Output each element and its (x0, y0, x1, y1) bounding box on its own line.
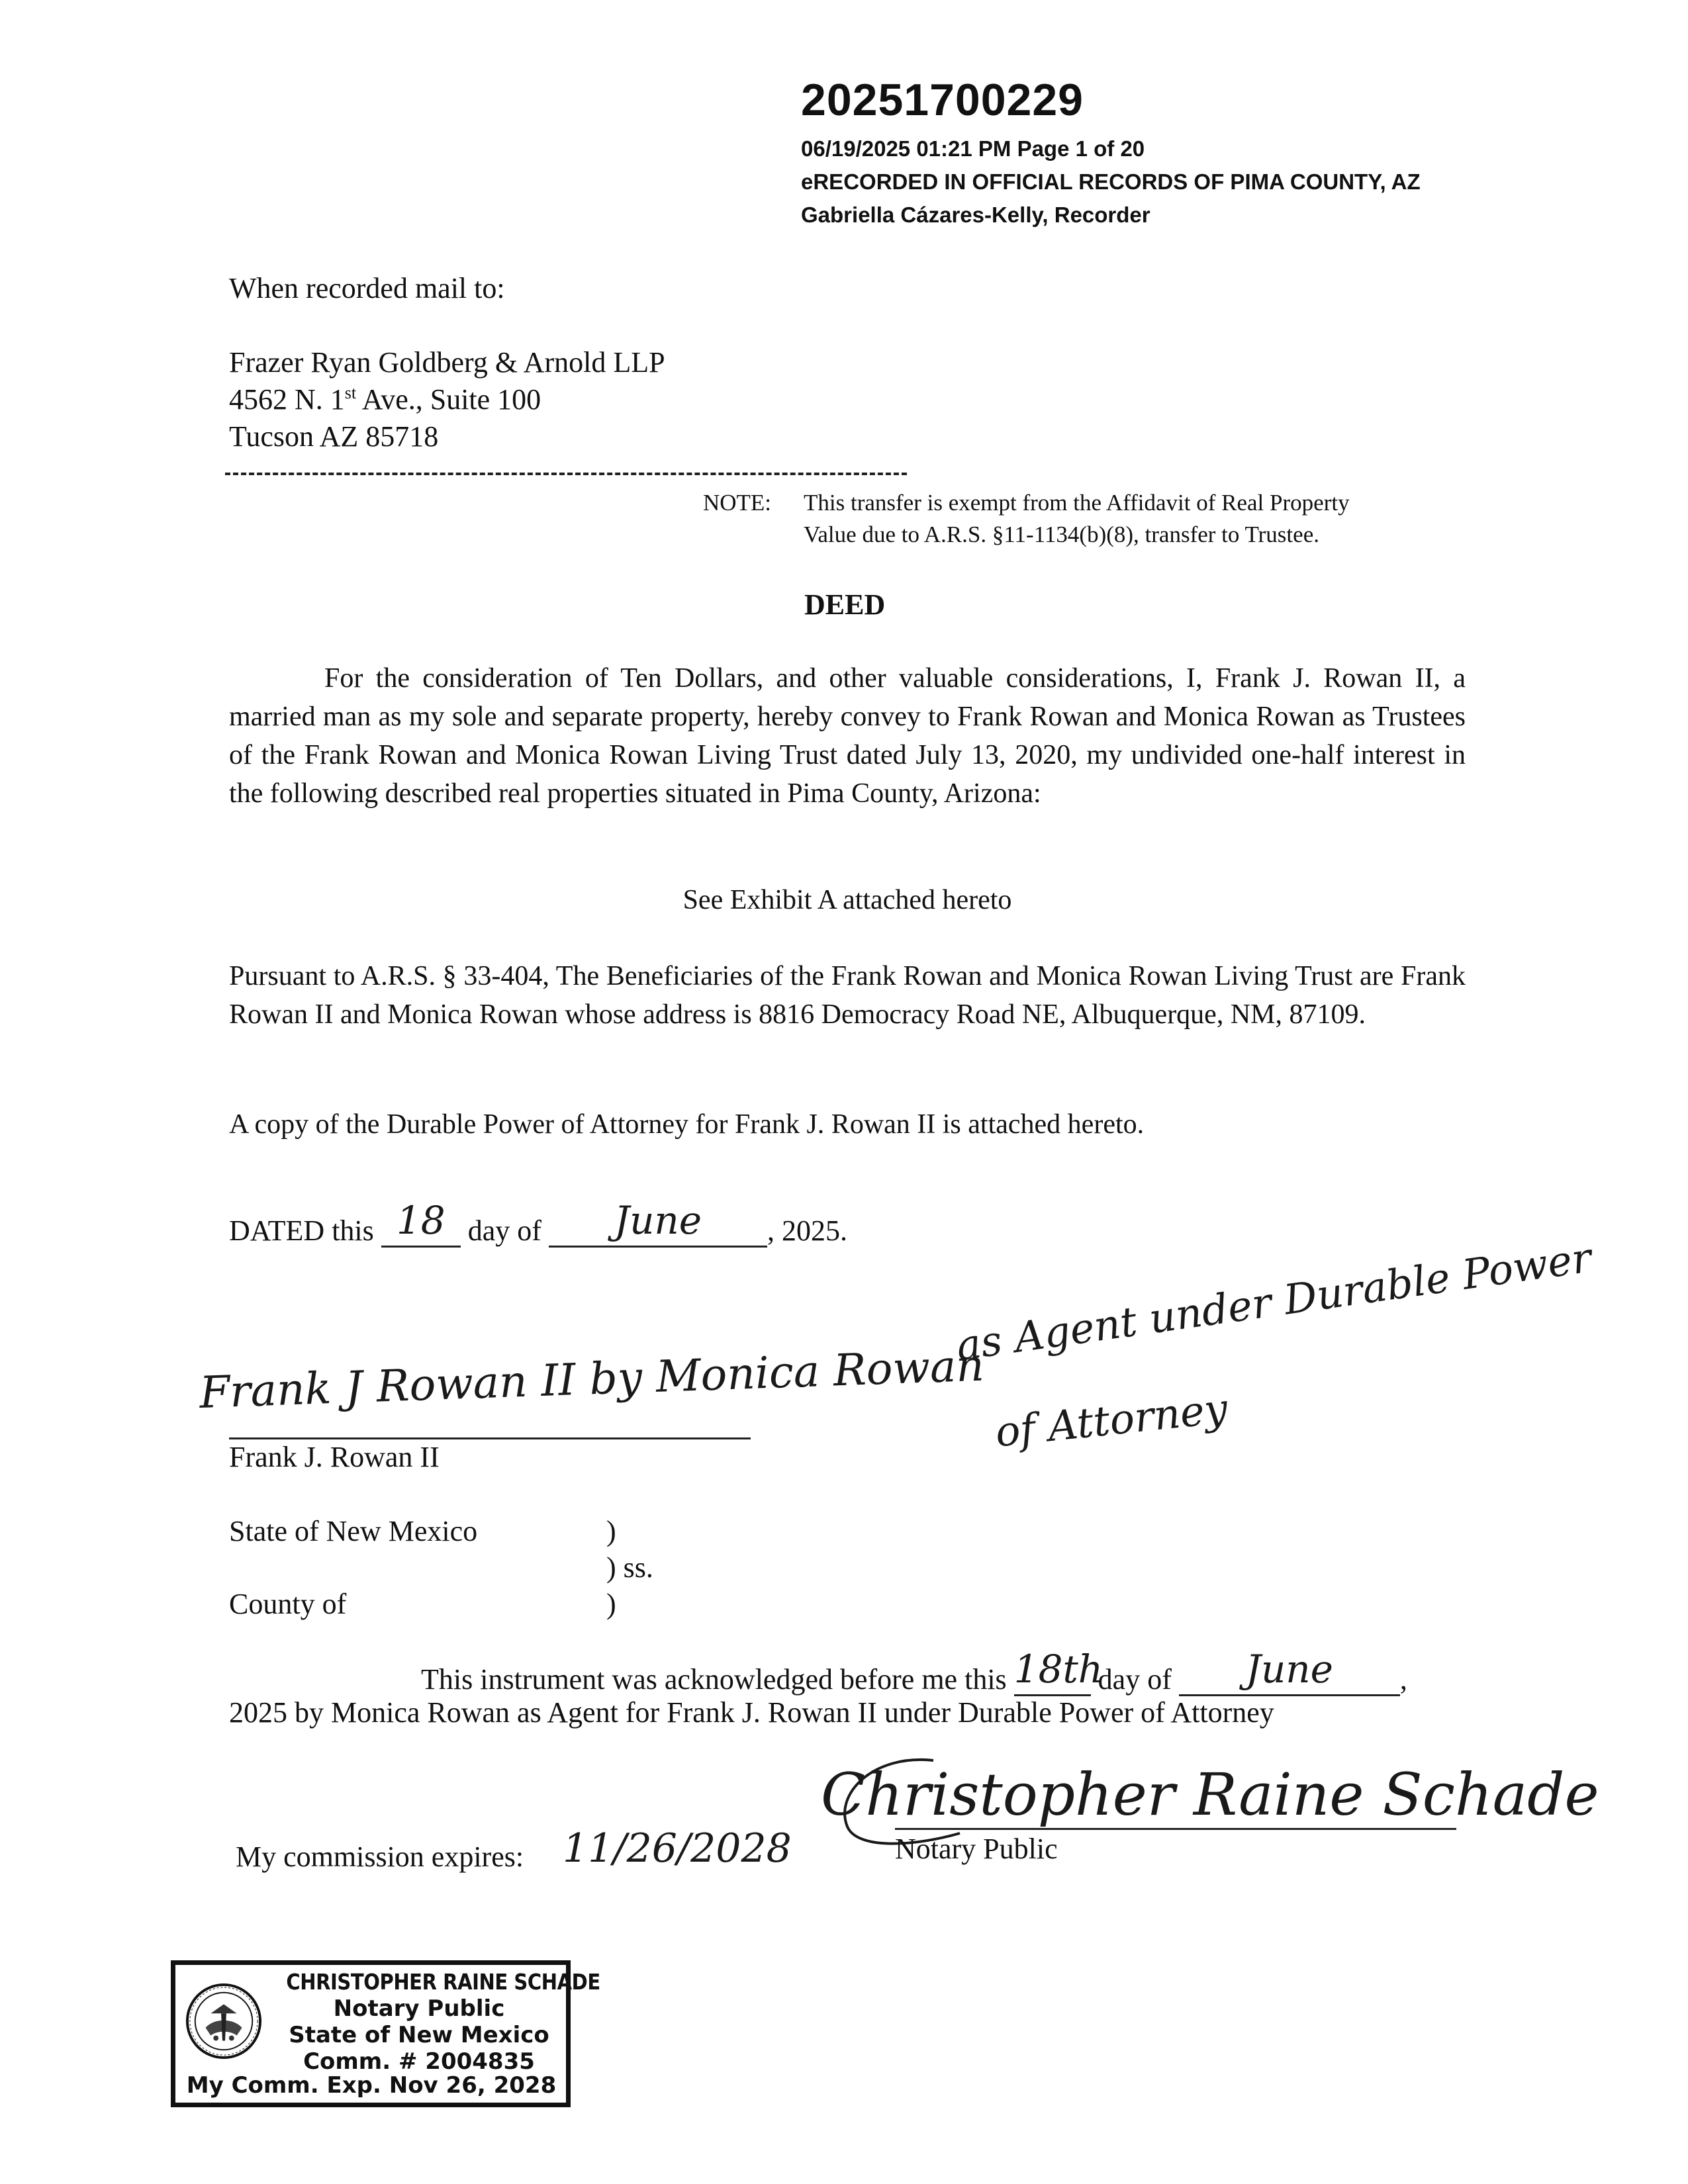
conveyance-paragraph: For the consideration of Ten Dollars, and other valuable considerations, I, Frank J. Rowan II, a married man as my sole and separate property, hereby convey to Frank Rowan and Monica Rowan as Trustees of the Frank Rowan and Monica Rowan Living Trust dated July 13, 2020, my undivided one-half interest in the following described real properties situated in Pima County, Arizona: (229, 663, 1466, 809)
agent-capacity-handwritten-line1: as Agent under Durable Power (953, 1233, 1595, 1371)
recording-number: 20251700229 (801, 75, 1084, 125)
ack-suffix: , (1399, 1663, 1407, 1696)
state-seal-icon (185, 1982, 263, 2060)
ack-day-blank (1013, 1647, 1103, 1696)
exhibit-reference: See Exhibit A attached hereto (682, 885, 1012, 915)
ack-month-blank (1179, 1647, 1400, 1696)
dated-mid: day of (460, 1214, 549, 1247)
stamp-expiration: My Comm. Exp. Nov 26, 2028 (186, 2072, 557, 2099)
power-of-attorney-paragraph: A copy of the Durable Power of Attorney for Frank J. Rowan II is attached hereto. (229, 1109, 1145, 1140)
mail-to-name: Frazer Ryan Goldberg & Arnold LLP (229, 346, 665, 379)
agent-capacity-handwritten-line2: of Attorney (993, 1384, 1230, 1457)
note-label: NOTE: (703, 490, 772, 516)
document-title: DEED (804, 588, 886, 621)
notary-signature-handwritten: Christopher Raine Schade (821, 1760, 1599, 1829)
dated-month-handwritten: June (614, 1198, 702, 1243)
dated-month-blank (549, 1198, 767, 1248)
grantor-signature-handwritten: Frank J Rowan II by Monica Rowan (199, 1340, 985, 1418)
beneficiaries-paragraph: Pursuant to A.R.S. § 33-404, The Beneficiaries of the Frank Rowan and Monica Rowan Living Trust are Frank Rowan II and Monica Rowan whose address is 8816 Democracy Road NE, Albuquerque, NM, 87109. (229, 961, 1466, 1030)
mail-to-address-street: 4562 N. 1 (229, 383, 345, 416)
mail-to-address-line1 (229, 383, 541, 416)
venue-bracket-bottom: ) (606, 1588, 616, 1620)
stamp-commission-number: Comm. # 2004835 (303, 2048, 535, 2075)
ack-day-handwritten: 18th (1013, 1647, 1103, 1692)
acknowledgment-line2: 2025 by Monica Rowan as Agent for Frank J. Rowan II under Durable Power of Attorney (229, 1696, 1274, 1729)
signature-line (229, 1437, 751, 1439)
dated-prefix: DATED this (229, 1214, 381, 1247)
stamp-state: State of New Mexico (289, 2022, 549, 2048)
dated-suffix: , 2025. (767, 1214, 847, 1247)
note-line2: Value due to A.R.S. §11-1134(b)(8), transfer to Trustee. (804, 522, 1319, 547)
venue-bracket-ss: ) ss. (606, 1551, 653, 1584)
ack-mid: day of (1090, 1663, 1179, 1696)
recording-recorder: Gabriella Cázares-Kelly, Recorder (801, 203, 1150, 227)
dashed-divider (225, 473, 907, 475)
venue-bracket-top: ) (606, 1515, 616, 1547)
grantor-printed-name: Frank J. Rowan II (229, 1441, 440, 1473)
notary-stamp (171, 1960, 600, 2107)
dated-line (229, 1198, 847, 1248)
mail-to-address-line2: Tucson AZ 85718 (229, 420, 439, 453)
ack-month-handwritten: June (1245, 1647, 1333, 1692)
stamp-title: Notary Public (333, 1995, 505, 2022)
mail-to-label: When recorded mail to: (229, 272, 505, 304)
recording-county: eRECORDED IN OFFICIAL RECORDS OF PIMA COUNTY, AZ (801, 169, 1421, 194)
stamp-notary-name: CHRISTOPHER RAINE SCHADE (286, 1969, 600, 1995)
venue-state: State of New Mexico (229, 1515, 478, 1547)
mail-to-address-ordinal: st (344, 383, 357, 402)
ack-prefix: This instrument was acknowledged before me this (421, 1663, 1014, 1696)
commission-date-handwritten: 11/26/2028 (563, 1825, 792, 1872)
stamp-text-block (268, 1969, 600, 2075)
recording-datetime-page: 06/19/2025 01:21 PM Page 1 of 20 (801, 136, 1145, 161)
notary-signature-line (895, 1828, 1456, 1830)
mail-to-address-suite: Ave., Suite 100 (356, 383, 541, 416)
acknowledgment-line1 (421, 1647, 1407, 1696)
notary-public-label: Notary Public (895, 1833, 1058, 1865)
stamp-expiration-wrapper (181, 2072, 562, 2099)
note-line1: This transfer is exempt from the Affidavit of Real Property (804, 490, 1350, 516)
venue-county: County of (229, 1588, 347, 1620)
dated-day-blank (381, 1198, 461, 1248)
commission-expires-label: My commission expires: (236, 1841, 524, 1873)
dated-day-handwritten: 18 (396, 1198, 445, 1243)
